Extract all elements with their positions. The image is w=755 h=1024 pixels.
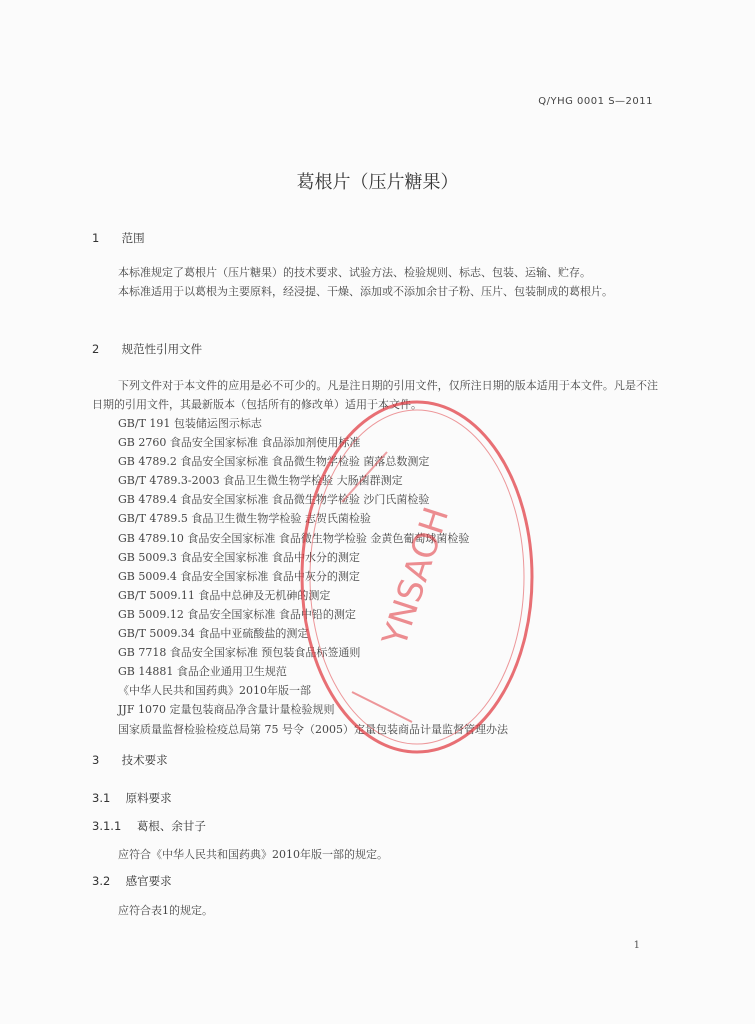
section-1-heading [92, 230, 145, 246]
reference-item: GB/T 191 包装储运图示标志 [118, 417, 262, 430]
section-3-1-1-heading [92, 818, 206, 834]
section-2-heading [92, 341, 202, 357]
section-title: 规范性引用文件 [121, 342, 203, 356]
section-number: 1 [92, 231, 100, 245]
page-number: 1 [633, 940, 640, 951]
document-title: 葛根片（压片糖果） [296, 172, 459, 193]
section-number: 3.1.1 [92, 819, 122, 833]
references-intro-paragraph: 下列文件对于本文件的应用是必不可少的。凡是注日期的引用文件，仅所注日期的版本适用于本文件。凡是不注日期的引用文件，其最新版本（包括所有的修改单）适用于本文件。 [92, 379, 658, 411]
reference-item: GB 5009.12 食品安全国家标准 食品中铅的测定 [118, 607, 356, 621]
reference-item: 国家质量监督检验检疫总局第 75 号令（2005）定量包装商品计量监督管理办法 [118, 722, 508, 736]
reference-item: GB/T 5009.34 食品中亚硫酸盐的测定 [118, 627, 309, 641]
section-title: 感官要求 [125, 874, 172, 888]
reference-item: GB 7718 食品安全国家标准 预包装食品标签通则 [118, 646, 361, 660]
scope-paragraph-2: 本标准适用于以葛根为主要原料，经浸提、干燥、添加或不添加余甘子粉、压片、包装制成的葛根片。 [118, 285, 613, 298]
sensory-requirement: 应符合表1的规定。 [118, 904, 213, 917]
raw-material-requirement: 应符合《中华人民共和国药典》2010年版一部的规定。 [118, 848, 388, 861]
svg-text:YNSAOH: YNSAOH [374, 502, 458, 652]
reference-item: GB 4789.4 食品安全国家标准 食品微生物学检验 沙门氏菌检验 [118, 493, 430, 507]
reference-item: GB 14881 食品企业通用卫生规范 [118, 665, 287, 679]
section-title: 原料要求 [125, 791, 172, 805]
reference-item: GB 4789.10 食品安全国家标准 食品微生物学检验 金黄色葡萄球菌检验 [118, 531, 470, 545]
section-number: 3.2 [92, 874, 111, 888]
section-number: 3 [92, 753, 100, 767]
section-title: 范围 [121, 231, 145, 245]
document-code: Q/YHG 0001 S—2011 [538, 96, 653, 107]
reference-item: GB/T 4789.5 食品卫生微生物学检验 志贺氏菌检验 [118, 512, 371, 526]
reference-item: GB 5009.3 食品安全国家标准 食品中水分的测定 [118, 550, 360, 564]
reference-item: GB 4789.2 食品安全国家标准 食品微生物学检验 菌落总数测定 [118, 455, 430, 469]
section-title: 技术要求 [121, 753, 168, 767]
section-3-1-heading [92, 790, 172, 806]
reference-item: GB 5009.4 食品安全国家标准 食品中灰分的测定 [118, 569, 360, 583]
section-3-2-heading [92, 873, 172, 889]
reference-item: JJF 1070 定量包装商品净含量计量检验规则 [118, 703, 335, 717]
section-title: 葛根、余甘子 [136, 819, 206, 833]
section-number: 2 [92, 342, 100, 356]
reference-item: GB/T 4789.3-2003 食品卫生微生物学检验 大肠菌群测定 [118, 474, 403, 488]
section-number: 3.1 [92, 791, 111, 805]
reference-item: GB 2760 食品安全国家标准 食品添加剂使用标准 [118, 436, 361, 450]
reference-item: 《中华人民共和国药典》2010年版一部 [118, 684, 311, 698]
reference-list [118, 414, 508, 739]
reference-item: GB/T 5009.11 食品中总砷及无机砷的测定 [118, 588, 331, 602]
section-3-heading [92, 752, 168, 768]
scope-paragraph-1: 本标准规定了葛根片（压片糖果）的技术要求、试验方法、检验规则、标志、包装、运输、贮存。 [118, 266, 591, 279]
